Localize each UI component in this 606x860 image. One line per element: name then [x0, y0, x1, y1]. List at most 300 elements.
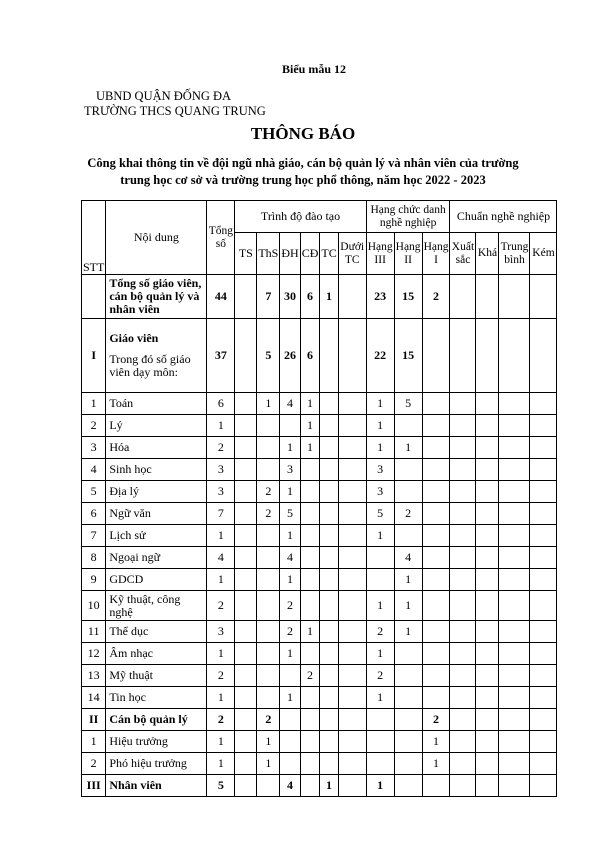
row-value	[530, 665, 557, 687]
row-value: 1	[300, 621, 320, 643]
row-name: Mỹ thuật	[109, 668, 154, 682]
row-value: 1	[394, 437, 422, 459]
row-value	[338, 319, 366, 393]
row-value	[338, 547, 366, 569]
row-value	[394, 665, 422, 687]
row-value	[235, 753, 257, 775]
row-value: 2	[257, 503, 280, 525]
header-sub: Trung bình	[499, 233, 530, 275]
row-value: 1	[366, 687, 394, 709]
row-stt: 11	[82, 621, 106, 643]
row-value	[530, 775, 557, 797]
row-value: 1	[366, 415, 394, 437]
row-value	[422, 503, 450, 525]
row-name: Kỹ thuật, công nghệ	[109, 591, 181, 619]
row-stt: 1	[82, 731, 106, 753]
header-professional-rank: Hạng chức danh nghề nghiệp	[366, 201, 450, 233]
table-row	[82, 275, 557, 319]
table-row	[82, 709, 557, 731]
row-value	[530, 415, 557, 437]
row-value	[476, 547, 499, 569]
row-value: 2	[280, 591, 300, 621]
row-value	[235, 591, 257, 621]
row-value	[450, 525, 476, 547]
row-value: 15	[394, 319, 422, 393]
row-value	[530, 709, 557, 731]
header-sub: CĐ	[300, 233, 320, 275]
header-sub: Hạng III	[366, 233, 394, 275]
row-name: Lịch sử	[109, 528, 146, 542]
row-value: 1	[280, 437, 300, 459]
row-value: 5	[207, 775, 235, 797]
row-value	[450, 753, 476, 775]
row-value	[394, 481, 422, 503]
row-value	[320, 481, 338, 503]
row-value	[300, 753, 320, 775]
org-name: UBND QUẬN ĐỐNG ĐA	[96, 89, 232, 103]
row-stt: III	[82, 775, 106, 797]
row-value	[338, 481, 366, 503]
row-value	[338, 753, 366, 775]
row-name: Phó hiệu trưởng	[109, 756, 187, 770]
row-value: 1	[207, 687, 235, 709]
row-value: 4	[280, 775, 300, 797]
row-value: 1	[257, 393, 280, 415]
header-sub: Kém	[530, 233, 557, 275]
row-value	[338, 731, 366, 753]
form-label: Biểu mẫu 12	[282, 62, 347, 76]
row-value	[499, 569, 530, 591]
row-value: 2	[207, 665, 235, 687]
row-value: 37	[207, 319, 235, 393]
row-value	[530, 547, 557, 569]
row-value: 6	[300, 275, 320, 319]
row-value	[450, 275, 476, 319]
row-value	[476, 393, 499, 415]
row-value	[338, 437, 366, 459]
row-value	[450, 591, 476, 621]
row-name-cell	[106, 731, 207, 753]
row-value	[338, 591, 366, 621]
row-value	[235, 687, 257, 709]
row-value	[235, 525, 257, 547]
row-value	[450, 503, 476, 525]
row-value	[320, 731, 338, 753]
row-name: Hóa	[109, 440, 130, 454]
row-value: 26	[280, 319, 300, 393]
row-value	[476, 753, 499, 775]
row-value	[320, 393, 338, 415]
staff-table	[81, 200, 557, 797]
row-value	[235, 503, 257, 525]
row-value	[476, 687, 499, 709]
header-sub: Dưới TC	[338, 233, 366, 275]
row-value: 2	[422, 275, 450, 319]
row-value: 2	[207, 709, 235, 731]
row-value	[235, 621, 257, 643]
row-value: 1	[280, 525, 300, 547]
row-value	[450, 319, 476, 393]
table-row	[82, 665, 557, 687]
row-value	[338, 621, 366, 643]
row-value: 2	[207, 591, 235, 621]
row-value	[300, 569, 320, 591]
row-name-cell	[106, 275, 207, 319]
row-value: 2	[207, 437, 235, 459]
row-value: 22	[366, 319, 394, 393]
header-sub: Hạng I	[422, 233, 450, 275]
row-value	[320, 525, 338, 547]
row-value	[257, 665, 280, 687]
row-value	[476, 591, 499, 621]
row-name-cell	[106, 753, 207, 775]
row-value	[257, 525, 280, 547]
row-value	[280, 709, 300, 731]
row-value	[300, 547, 320, 569]
row-name: Nhân viên	[109, 778, 162, 792]
row-stt: 7	[82, 525, 106, 547]
header-total: Tổng số	[207, 201, 235, 275]
row-name: Lý	[109, 418, 123, 432]
row-value: 5	[280, 503, 300, 525]
row-value	[476, 319, 499, 393]
row-value: 1	[207, 569, 235, 591]
row-value	[422, 525, 450, 547]
row-name: Tổng số giáo viên, cán bộ quản lý và nhân viên	[109, 276, 202, 316]
row-value	[530, 621, 557, 643]
row-name-cell	[106, 621, 207, 643]
row-value: 5	[257, 319, 280, 393]
header-sub: TC	[320, 233, 338, 275]
row-value	[366, 753, 394, 775]
row-value	[476, 437, 499, 459]
row-value: 1	[280, 687, 300, 709]
document-title: THÔNG BÁO	[250, 124, 356, 143]
row-name-cell	[106, 687, 207, 709]
row-value	[280, 665, 300, 687]
row-stt	[82, 275, 106, 319]
row-value	[422, 569, 450, 591]
row-value: 1	[257, 753, 280, 775]
row-value	[499, 503, 530, 525]
row-value	[300, 481, 320, 503]
row-stt: 3	[82, 437, 106, 459]
row-value	[320, 503, 338, 525]
row-value	[499, 753, 530, 775]
row-value: 1	[280, 569, 300, 591]
row-value	[499, 437, 530, 459]
row-stt: 9	[82, 569, 106, 591]
header-content: Nội dung	[106, 201, 207, 275]
row-value	[235, 547, 257, 569]
row-value: 4	[207, 547, 235, 569]
row-value	[530, 731, 557, 753]
row-value: 2	[257, 709, 280, 731]
row-value	[530, 503, 557, 525]
row-value: 5	[394, 393, 422, 415]
row-value	[394, 687, 422, 709]
row-value	[394, 643, 422, 665]
row-stt: 8	[82, 547, 106, 569]
row-value	[320, 591, 338, 621]
document-subtitle: Công khai thông tin về đội ngũ nhà giáo, cán bộ quản lý và nhân viên của trường trung học cơ sở và trường trung học phổ thông, năm học 2022 - 2023	[87, 156, 519, 187]
row-value	[422, 415, 450, 437]
row-value: 1	[320, 275, 338, 319]
row-value: 3	[207, 481, 235, 503]
row-value	[499, 547, 530, 569]
table-row	[82, 319, 557, 393]
row-value	[320, 547, 338, 569]
row-value	[422, 621, 450, 643]
row-name-cell	[106, 437, 207, 459]
row-value: 3	[207, 459, 235, 481]
table-row	[82, 415, 557, 437]
row-value: 1	[320, 775, 338, 797]
row-value	[499, 525, 530, 547]
row-value: 1	[366, 591, 394, 621]
row-name-cell	[106, 393, 207, 415]
row-stt: 1	[82, 393, 106, 415]
row-value	[235, 459, 257, 481]
row-value	[338, 275, 366, 319]
row-value: 1	[366, 643, 394, 665]
row-value	[499, 621, 530, 643]
row-value	[476, 731, 499, 753]
row-name-cell	[106, 643, 207, 665]
row-value	[499, 775, 530, 797]
row-value: 1	[366, 525, 394, 547]
table-row	[82, 591, 557, 621]
table-row	[82, 437, 557, 459]
row-value	[422, 591, 450, 621]
row-value: 1	[207, 753, 235, 775]
row-value	[476, 621, 499, 643]
row-value	[300, 775, 320, 797]
row-value	[476, 665, 499, 687]
row-value	[476, 275, 499, 319]
table-row	[82, 393, 557, 415]
row-value	[476, 503, 499, 525]
table-row	[82, 525, 557, 547]
row-value	[300, 709, 320, 731]
row-value: 23	[366, 275, 394, 319]
row-value	[320, 319, 338, 393]
row-stt: I	[82, 319, 106, 393]
row-value: 7	[257, 275, 280, 319]
row-stt: II	[82, 709, 106, 731]
row-value	[394, 709, 422, 731]
row-value	[366, 569, 394, 591]
row-stt: 4	[82, 459, 106, 481]
row-name-cell	[106, 591, 207, 621]
row-value	[530, 275, 557, 319]
row-value	[338, 569, 366, 591]
table-row	[82, 459, 557, 481]
row-value	[530, 481, 557, 503]
row-value: 5	[366, 503, 394, 525]
row-value	[257, 415, 280, 437]
row-value: 4	[394, 547, 422, 569]
row-value	[499, 393, 530, 415]
row-name-cell	[106, 525, 207, 547]
row-value: 1	[366, 437, 394, 459]
row-value	[235, 665, 257, 687]
row-value	[394, 525, 422, 547]
row-value	[530, 459, 557, 481]
row-value	[499, 731, 530, 753]
header-sub: Xuất sắc	[450, 233, 476, 275]
row-name: Toán	[109, 396, 134, 410]
row-value	[422, 481, 450, 503]
row-value: 1	[300, 437, 320, 459]
row-value	[235, 393, 257, 415]
row-value	[476, 525, 499, 547]
row-value	[338, 393, 366, 415]
row-stt: 5	[82, 481, 106, 503]
row-value: 3	[366, 459, 394, 481]
row-value	[476, 481, 499, 503]
row-value	[422, 319, 450, 393]
row-value	[450, 665, 476, 687]
row-value	[450, 687, 476, 709]
row-value	[394, 459, 422, 481]
row-value	[394, 753, 422, 775]
row-value: 44	[207, 275, 235, 319]
row-value	[394, 415, 422, 437]
row-value	[300, 525, 320, 547]
row-value: 1	[280, 481, 300, 503]
row-value	[530, 319, 557, 393]
row-value	[476, 709, 499, 731]
row-value	[300, 459, 320, 481]
row-name: Thể dục	[109, 624, 149, 638]
table-row	[82, 547, 557, 569]
row-value	[235, 319, 257, 393]
row-stt: 2	[82, 753, 106, 775]
row-value	[530, 753, 557, 775]
row-value	[499, 459, 530, 481]
row-value	[320, 459, 338, 481]
row-value	[257, 437, 280, 459]
row-value	[394, 775, 422, 797]
row-value	[499, 481, 530, 503]
row-value	[280, 415, 300, 437]
row-value: 2	[394, 503, 422, 525]
row-stt: 10	[82, 591, 106, 621]
row-value	[476, 775, 499, 797]
row-value: 6	[207, 393, 235, 415]
row-value	[257, 591, 280, 621]
row-value: 1	[422, 753, 450, 775]
header-professional-standard: Chuẩn nghề nghiệp	[450, 201, 557, 233]
row-value: 1	[394, 591, 422, 621]
table-row	[82, 569, 557, 591]
row-value	[320, 643, 338, 665]
row-value: 1	[366, 775, 394, 797]
row-value: 1	[207, 643, 235, 665]
row-value: 7	[207, 503, 235, 525]
row-value	[338, 415, 366, 437]
row-stt: 6	[82, 503, 106, 525]
row-value: 1	[394, 621, 422, 643]
row-value	[300, 643, 320, 665]
row-value	[450, 621, 476, 643]
row-value	[450, 775, 476, 797]
row-name: Hiệu trưởng	[109, 734, 168, 748]
row-value	[530, 643, 557, 665]
row-value	[499, 643, 530, 665]
table-row	[82, 753, 557, 775]
row-name: Giáo viên	[109, 331, 159, 345]
header-sub: Khá	[476, 233, 499, 275]
row-value	[338, 503, 366, 525]
row-value	[450, 437, 476, 459]
row-name: Ngữ văn	[109, 506, 151, 520]
row-value	[422, 775, 450, 797]
row-stt: 14	[82, 687, 106, 709]
row-value	[450, 731, 476, 753]
table-row	[82, 731, 557, 753]
row-value: 1	[207, 731, 235, 753]
row-value	[450, 547, 476, 569]
header-sub: TS	[235, 233, 257, 275]
row-value	[422, 459, 450, 481]
row-value: 3	[280, 459, 300, 481]
row-name: Âm nhạc	[109, 646, 153, 660]
row-value	[257, 687, 280, 709]
row-value: 4	[280, 547, 300, 569]
row-value	[394, 731, 422, 753]
row-value: 1	[280, 643, 300, 665]
row-value	[450, 709, 476, 731]
header-training-level: Trình độ đào tạo	[235, 201, 366, 233]
table-row	[82, 621, 557, 643]
row-value	[366, 731, 394, 753]
row-name: Tin học	[109, 690, 146, 704]
table-row	[82, 643, 557, 665]
row-value	[338, 709, 366, 731]
row-value: 4	[280, 393, 300, 415]
table-row	[82, 775, 557, 797]
row-value: 2	[422, 709, 450, 731]
row-value	[300, 503, 320, 525]
row-value	[422, 643, 450, 665]
row-name-cell	[106, 709, 207, 731]
table-row	[82, 481, 557, 503]
header-stt: STT	[82, 201, 106, 275]
row-value: 1	[300, 393, 320, 415]
row-value	[257, 547, 280, 569]
row-value	[450, 643, 476, 665]
row-value	[499, 709, 530, 731]
row-value	[499, 591, 530, 621]
row-value	[300, 687, 320, 709]
row-value	[280, 753, 300, 775]
row-value	[450, 415, 476, 437]
row-value	[422, 547, 450, 569]
row-name: GDCD	[109, 572, 144, 586]
row-value	[499, 275, 530, 319]
row-note: Trong đó số giáo viên dạy môn:	[109, 352, 191, 379]
row-value	[338, 665, 366, 687]
header-sub: ĐH	[280, 233, 300, 275]
row-value	[450, 569, 476, 591]
table-row	[82, 687, 557, 709]
row-value: 1	[257, 731, 280, 753]
row-value	[530, 437, 557, 459]
row-value	[257, 459, 280, 481]
row-value	[338, 643, 366, 665]
